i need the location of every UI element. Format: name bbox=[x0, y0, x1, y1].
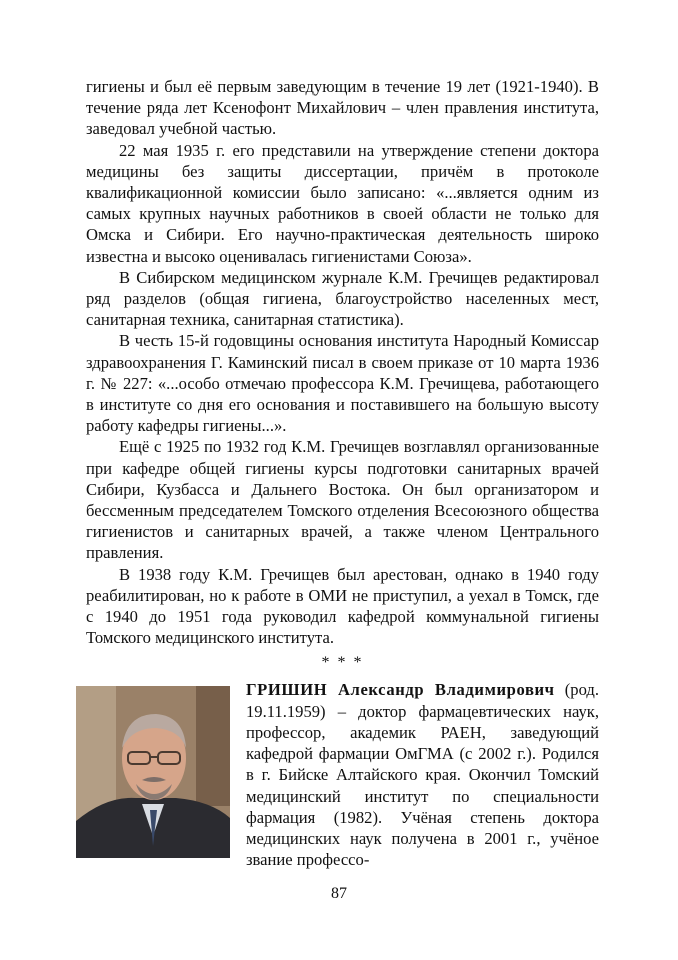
page-body bbox=[86, 76, 599, 870]
paragraph: В 1938 году К.М. Гречищев был арестован, однако в 1940 году реабилитирован, но к работе в ОМИ не приступил, а уехал в Томск, где с 1940 до 1951 года руководил кафедрой коммунальной гигиены Томского медицинского института. bbox=[86, 564, 599, 648]
section-separator: * * * bbox=[321, 654, 364, 672]
paragraph: В честь 15-й годовщины основания института Народный Комиссар здравоохранения Г. Каминский писал в своем приказе от 10 марта 1936 г. № 227: «...особо отмечаю профессора К.М. Гречищева, работающего в институте со дня его основания и поставившего на большую высоту работу кафедры гигиены...». bbox=[86, 331, 599, 436]
biography-description: (род. 19.11.1959) – доктор фармацевтических наук, профессор, академик РАЕН, заведующий кафедрой фармации ОмГМА (с 2002 г.). Родился в г. Бийске Алтайского края. Окончил Томский медицинский институт по специальности фармация (1982). Учёная степень доктора медицинских наук получена в 2001 г., учёное звание профессо- bbox=[246, 680, 599, 870]
biography-entry bbox=[86, 679, 599, 870]
portrait-photo bbox=[76, 686, 230, 858]
paragraph: гигиены и был её первым заведующим в течение 19 лет (1921-1940). В течение ряда лет Ксенофонт Михайлович – член правления института, заведовал учебной частью. bbox=[86, 77, 599, 139]
person-name: ГРИШИН Александр Владимирович bbox=[246, 680, 555, 700]
portrait-illustration bbox=[76, 686, 230, 858]
paragraph: 22 мая 1935 г. его представили на утверждение степени доктора медицины без защиты диссертации, причём в протоколе квалификационной комиссии было записано: «...является одним из самых крупных научных работников в своей области не только для Омска и Сибири. Его научно-практическая деятельность широко известна и высоко оценивалась гигиенистами Союза». bbox=[86, 140, 599, 266]
biography-text bbox=[246, 679, 599, 870]
page-number: 87 bbox=[331, 885, 347, 902]
paragraph: В Сибирском медицинском журнале К.М. Гречищев редактировал ряд разделов (общая гигиена, благоустройство населенных мест, санитарная техника, санитарная статистика). bbox=[86, 267, 599, 330]
paragraph: Ещё с 1925 по 1932 год К.М. Гречищев возглавлял организованные при кафедре общей гигиены курсы подготовки санитарных врачей Сибири, Кузбасса и Дальнего Востока. Он был организатором и бессменным председателем Томского отделения Всесоюзного общества гигиенистов и санитарных врачей, а также членом Центрального правления. bbox=[86, 437, 599, 563]
